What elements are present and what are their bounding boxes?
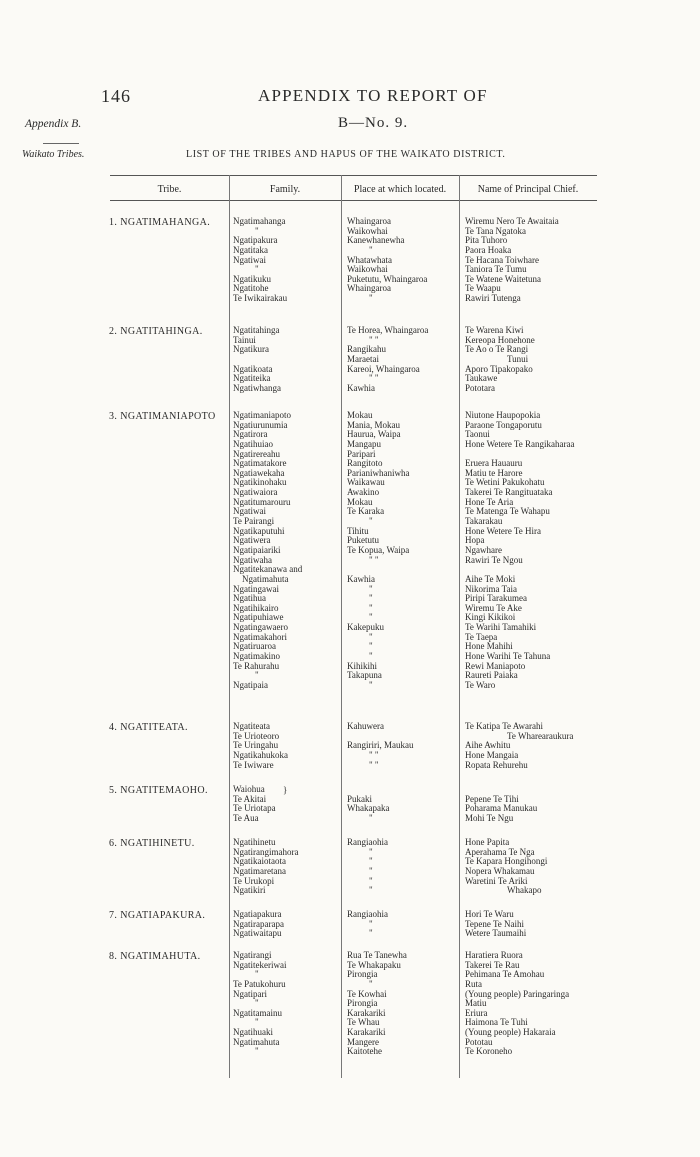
family-cell: Ngatihuaki (233, 1027, 273, 1038)
family-cell: Te Urioteoro (233, 730, 280, 741)
family-cell: Ngatikaputuhi (233, 525, 285, 536)
tribe-name: 4. NGATITEATA. (109, 722, 188, 733)
chief-cell: Hone Mahihi (465, 641, 513, 652)
family-cell: Ngatimakino (233, 651, 280, 662)
chief-cell: Mohi Te Ngu (465, 812, 514, 823)
place-cell: " (369, 631, 373, 642)
chief-cell: Rawiri Tutenga (465, 293, 521, 304)
place-cell: " (369, 928, 373, 939)
place-cell: Whaingaroa (347, 216, 391, 226)
place-cell: Tihitu (347, 525, 369, 536)
place-cell: Mania, Mokau (347, 419, 400, 430)
family-cell: Ngatihuiao (233, 438, 273, 449)
chief-cell: Te Waapu (465, 283, 501, 294)
family-cell: Ngatipari (233, 988, 267, 999)
family-cell: Ngatiwaha (233, 554, 272, 565)
chief-cell: Te Taepa (465, 631, 498, 642)
family-column (233, 326, 337, 393)
family-column (233, 217, 337, 304)
family-cell: Ngatirereahu (233, 448, 280, 459)
chief-cell: Te Wetini Pakukohatu (465, 477, 545, 488)
family-cell: Ngatiwaitapu (233, 928, 282, 939)
place-cell: Waikowhai (347, 225, 388, 236)
place-cell: " (369, 679, 373, 690)
tribe-name: 2. NGATITAHINGA. (109, 326, 203, 337)
chief-cell: Te Hacana Toiwhare (465, 254, 540, 265)
place-cell: Karakariki (347, 1007, 386, 1018)
family-cell: Ngatiteika (233, 373, 271, 384)
place-cell: " " (369, 373, 379, 384)
chief-cell: Haratiera Ruora (465, 950, 523, 960)
column-header-family: Family. (269, 184, 301, 195)
place-cell: " (369, 812, 373, 823)
family-cell: Ngatimakahori (233, 631, 287, 642)
family-column (233, 411, 337, 691)
chief-column (465, 795, 605, 824)
place-column (347, 411, 459, 691)
chief-cell: Ropata Rehurehu (465, 759, 528, 770)
family-cell: Ngatitumarouru (233, 496, 291, 507)
family-cell: Ngatiteata (233, 721, 270, 731)
place-cell: Waikawau (347, 477, 385, 488)
chief-cell: Takarakau (465, 516, 503, 527)
place-cell: Rangiriri, Maukau (347, 740, 414, 751)
chief-cell: (Young people) Paringaringa (465, 988, 570, 999)
chief-cell: Te Waro (465, 679, 496, 690)
place-cell: Awakino (347, 487, 380, 498)
family-cell: Ngatirora (233, 429, 268, 440)
place-cell: " (369, 593, 373, 604)
family-cell: Ngatiwaiora (233, 487, 278, 498)
place-cell: Waikowhai (347, 264, 388, 275)
chief-column (465, 411, 605, 691)
family-cell: Ngatihinetu (233, 837, 276, 847)
chief-cell: Poharama Manukau (465, 803, 538, 814)
family-cell: Te Akitai (233, 793, 267, 804)
chief-cell: Whakapo (507, 885, 542, 896)
chief-cell: Piripi Tarakumea (465, 593, 527, 604)
family-cell: Te Iwiware (233, 759, 274, 770)
place-column (347, 838, 459, 896)
family-cell: " (255, 670, 259, 681)
chief-cell: Te Katipa Te Awarahi (465, 721, 543, 731)
place-cell: Rangitoto (347, 458, 383, 469)
chief-cell: Pototau (465, 1036, 493, 1047)
place-cell: Te Karaka (347, 506, 385, 517)
chief-cell: Hopa (465, 535, 485, 546)
family-column (233, 722, 337, 770)
place-cell: " " (369, 334, 379, 345)
family-cell: Ngatitaka (233, 244, 268, 255)
chief-cell: Rewi Maniapoto (465, 660, 526, 671)
chief-cell: Takerei Te Rangituataka (465, 487, 553, 498)
chief-cell: Hone Wetere Te Hira (465, 525, 542, 536)
chief-cell: Kingi Kikikoi (465, 612, 516, 623)
family-cell: Ngatikuku (233, 273, 271, 284)
family-cell: Ngatikiri (233, 885, 266, 896)
family-cell: Ngatitekanawa and (233, 564, 303, 575)
place-cell: Mangapu (347, 438, 381, 449)
place-cell: Mangere (347, 1036, 379, 1047)
family-cell: Ngatirangimahora (233, 846, 299, 857)
place-cell: Paripari (347, 448, 376, 459)
chief-cell: Te Warena Kiwi (465, 325, 524, 335)
chief-cell: Te Tana Ngatoka (465, 225, 527, 236)
family-cell: Ngatikinohaku (233, 477, 287, 488)
chief-cell: Aihe Awhitu (465, 740, 511, 751)
chief-column (465, 217, 605, 304)
place-column (347, 722, 459, 770)
family-cell: Ngatiapakura (233, 909, 282, 919)
family-cell: Ngatingawaero (233, 622, 288, 633)
chief-cell: Wetere Taumaihi (465, 928, 527, 939)
place-cell: Karakariki (347, 1027, 386, 1038)
place-cell: Parianiwhaniwha (347, 467, 410, 478)
place-cell: Mokau (347, 410, 373, 420)
place-cell: Whakapaka (347, 803, 390, 814)
family-cell: Ngatimahuta (242, 573, 289, 584)
place-cell: " (369, 978, 373, 989)
column-divider-2 (341, 175, 342, 1078)
margin-section-label: Waikato Tribes. (22, 149, 85, 160)
chief-cell: Taukawe (465, 373, 498, 384)
place-cell: Kareoi, Whaingaroa (347, 363, 420, 374)
place-cell: " (369, 856, 373, 867)
document-number: B—No. 9. (338, 115, 409, 131)
family-cell: Ngatimahanga (233, 216, 286, 226)
place-cell: Rua Te Tanewha (347, 950, 407, 960)
table-top-rule (110, 175, 597, 176)
margin-appendix-label: Appendix B. (25, 118, 82, 130)
family-cell: Ngatimaniapoto (233, 410, 291, 420)
chief-cell: Te Matenga Te Wahapu (465, 506, 550, 517)
place-column (347, 951, 459, 1057)
place-cell: Kahuwera (347, 721, 384, 731)
chief-cell: Ngawhare (465, 544, 502, 555)
family-cell: Ngatipaiariki (233, 544, 281, 555)
place-cell: " (369, 612, 373, 623)
column-header-chief: Name of Principal Chief. (477, 184, 579, 195)
place-cell: Puketutu (347, 535, 380, 546)
chief-cell: Te Wharearaukura (507, 730, 574, 741)
family-cell: " (255, 264, 259, 275)
margin-rule (43, 143, 79, 144)
chief-cell: Paraone Tongaporutu (465, 419, 542, 430)
place-cell: " (369, 293, 373, 304)
place-cell: Maraetai (347, 353, 379, 364)
place-cell: Pirongia (347, 969, 378, 980)
place-cell: Mokau (347, 496, 373, 507)
chief-cell: Tunui (507, 353, 529, 364)
chief-cell: Matiu te Harore (465, 467, 523, 478)
chief-cell: (Young people) Hakaraia (465, 1027, 556, 1038)
chief-cell: Rawiri Te Ngou (465, 554, 523, 565)
family-cell: Ngatihikairo (233, 602, 279, 613)
chief-column (465, 722, 605, 770)
place-cell: " (369, 602, 373, 613)
chief-cell: Matiu (465, 998, 487, 1009)
chief-cell: Eriura (465, 1007, 488, 1018)
chief-cell: Te Warihi Tamahiki (465, 622, 537, 633)
family-cell: Ngatiwhanga (233, 382, 281, 393)
tribe-name: 8. NGATIMAHUTA. (109, 951, 201, 962)
chief-cell: Wiremu Nero Te Awaitaia (465, 216, 559, 226)
place-cell: Te Horea, Whaingaroa (347, 325, 429, 335)
place-cell: Rangiaohia (347, 837, 388, 847)
place-cell: Pukaki (347, 793, 373, 804)
chief-cell: Pita Tuhoro (465, 235, 508, 246)
family-cell: Ngatiruaroa (233, 641, 276, 652)
chief-cell: Hone Te Aria (465, 496, 514, 507)
family-cell: Ngatiwai (233, 254, 266, 265)
chief-column (465, 326, 605, 393)
page-number: 146 (101, 86, 131, 106)
chief-cell: Te Ao o Te Rangi (465, 344, 529, 355)
family-cell: Ngatikaiotaota (233, 856, 286, 867)
place-cell: Te Kopua, Waipa (347, 544, 410, 555)
family-cell: Te Rahurahu (233, 660, 280, 671)
place-cell: Kakepuku (347, 622, 384, 633)
chief-cell: Aperahama Te Nga (465, 846, 535, 857)
place-cell: Kawhia (347, 382, 375, 393)
family-cell: Ngatiurunumia (233, 419, 288, 430)
place-cell: Haurua, Waipa (347, 429, 401, 440)
chief-cell: Pototara (465, 382, 495, 393)
chief-column (465, 910, 605, 939)
chief-cell: Hori Te Waru (465, 909, 514, 919)
place-cell: " " (369, 554, 379, 565)
column-divider-3 (459, 175, 460, 1078)
chief-cell: Taniora Te Tumu (465, 264, 527, 275)
place-cell: " (369, 516, 373, 527)
chief-cell: Wiremu Te Ake (465, 602, 522, 613)
place-cell: Kihikihi (347, 660, 378, 671)
chief-cell: Hone Wetere Te Rangikaharaa (465, 438, 575, 449)
table-title: LIST OF THE TRIBES AND HAPUS OF THE WAIKATO DISTRICT. (186, 149, 506, 160)
column-header-place: Place at which located. (353, 184, 447, 195)
chief-cell: Hone Warihi Te Tahuna (465, 651, 551, 662)
family-cell: " (255, 969, 259, 980)
place-column (347, 795, 459, 824)
place-cell: Whatawhata (347, 254, 392, 265)
chief-cell: Te Koroneho (465, 1046, 513, 1057)
place-cell: Pirongia (347, 998, 378, 1009)
chief-cell: Kereopa Honehone (465, 334, 535, 345)
family-cell: Te Uriotapa (233, 803, 276, 814)
place-cell: " (369, 583, 373, 594)
table-header-rule (110, 200, 597, 201)
family-cell: Te Urukopi (233, 875, 275, 886)
chief-cell: Nikorima Taia (465, 583, 517, 594)
place-cell: " " (369, 759, 379, 770)
family-cell: Ngatikura (233, 344, 269, 355)
family-cell: Te Pairangi (233, 516, 275, 527)
place-cell: " (369, 244, 373, 255)
place-cell: Puketutu, Whaingaroa (347, 273, 428, 284)
place-cell: Te Kowhai (347, 988, 387, 999)
place-cell: Te Whakapaku (347, 959, 401, 970)
family-cell: Ngatiwera (233, 535, 271, 546)
chief-column (465, 838, 605, 896)
family-cell: Ngatipakura (233, 235, 278, 246)
chief-cell: Takerei Te Rau (465, 959, 520, 970)
chief-cell: Raureti Paiaka (465, 670, 518, 681)
column-divider-1 (229, 175, 230, 1078)
tribe-name: 1. NGATIMAHANGA. (109, 217, 211, 228)
family-cell: Te Iwikairakau (233, 293, 288, 304)
family-cell: " (255, 1046, 259, 1057)
chief-cell: Taonui (465, 429, 490, 440)
family-cell: Waiohua (233, 784, 265, 794)
chief-cell: Paora Hoaka (465, 244, 512, 255)
family-cell: Ngatikahukoka (233, 749, 288, 760)
family-cell: Ngatipuhiawe (233, 612, 284, 623)
family-cell: Ngatitahinga (233, 325, 280, 335)
chief-cell: Te Watene Waitetuna (465, 273, 542, 284)
family-cell: Ngatimaretana (233, 865, 286, 876)
place-cell: Whaingaroa (347, 283, 391, 294)
chief-cell: Waretini Te Ariki (465, 875, 528, 886)
chief-cell: Pepene Te Tihi (465, 793, 519, 804)
place-cell: " (369, 918, 373, 929)
chief-cell: Tepene Te Naihi (465, 918, 525, 929)
tribe-name: 7. NGATIAPAKURA. (109, 910, 206, 921)
family-cell: " (255, 998, 259, 1009)
chief-cell: Nopera Whakamau (465, 865, 535, 876)
tribe-name: 5. NGATITEMAOHO. (109, 785, 208, 796)
place-cell: Takapuna (347, 670, 382, 681)
family-column (233, 951, 337, 1057)
family-cell: Ngatiwai (233, 506, 266, 517)
place-cell: " " (369, 749, 379, 760)
family-brace: } (283, 785, 288, 795)
tribe-name: 3. NGATIMANIAPOTO (109, 411, 216, 422)
chief-cell: Hone Papita (465, 837, 510, 847)
place-cell: " (369, 865, 373, 876)
family-cell: Ngatiraparapa (233, 918, 284, 929)
column-header-tribe: Tribe. (157, 184, 182, 195)
tribe-name: 6. NGATIHINETU. (109, 838, 195, 849)
chief-cell: Pehimana Te Amohau (465, 969, 545, 980)
chief-cell: Aporo Tipakopako (465, 363, 533, 374)
family-cell: Te Patukohuru (233, 978, 286, 989)
family-cell: Ngatimahuta (233, 1036, 280, 1047)
family-cell: Ngatitekeriwai (233, 959, 287, 970)
chief-cell: Ruta (465, 978, 482, 989)
chief-cell: Aihe Te Moki (465, 573, 516, 584)
chief-column (465, 951, 605, 1057)
family-cell: " (255, 1017, 259, 1028)
family-cell: " (255, 225, 259, 236)
family-cell: Tainui (233, 334, 256, 345)
chief-cell: Niutone Haupopokia (465, 410, 541, 420)
family-cell: Ngatipaia (233, 679, 268, 690)
place-cell: " (369, 651, 373, 662)
chief-cell: Hone Mangaia (465, 749, 519, 760)
chief-cell: Haimona Te Tuhi (465, 1017, 528, 1028)
family-cell: Ngatitamainu (233, 1007, 282, 1018)
place-cell: Kaitotehe (347, 1046, 382, 1057)
chief-cell: Eruera Hauauru (465, 458, 523, 469)
family-cell: Ngatirangi (233, 950, 272, 960)
family-cell: Ngatimatakore (233, 458, 287, 469)
place-cell: Kanewhanewha (347, 235, 405, 246)
family-cell: Ngatingawai (233, 583, 279, 594)
place-cell: Te Whau (347, 1017, 380, 1028)
place-column (347, 326, 459, 393)
running-header: APPENDIX TO REPORT OF (258, 86, 488, 105)
place-cell: " (369, 875, 373, 886)
place-column (347, 910, 459, 939)
family-cell: Te Uringahu (233, 740, 279, 751)
family-cell: Te Aua (233, 812, 259, 823)
family-cell: Ngatihua (233, 593, 266, 604)
place-column (347, 217, 459, 304)
place-cell: " (369, 885, 373, 896)
place-cell: Kawhia (347, 573, 375, 584)
family-cell: Ngatiawekaha (233, 467, 285, 478)
family-cell: Ngatitohe (233, 283, 269, 294)
family-column (233, 910, 337, 939)
chief-cell: Te Kapara Hongihongi (465, 856, 548, 867)
place-cell: Rangikahu (347, 344, 386, 355)
place-cell: " (369, 641, 373, 652)
place-cell: " (369, 846, 373, 857)
place-cell: Rangiaohia (347, 909, 388, 919)
family-cell: Ngatikoata (233, 363, 273, 374)
family-column (233, 838, 337, 896)
